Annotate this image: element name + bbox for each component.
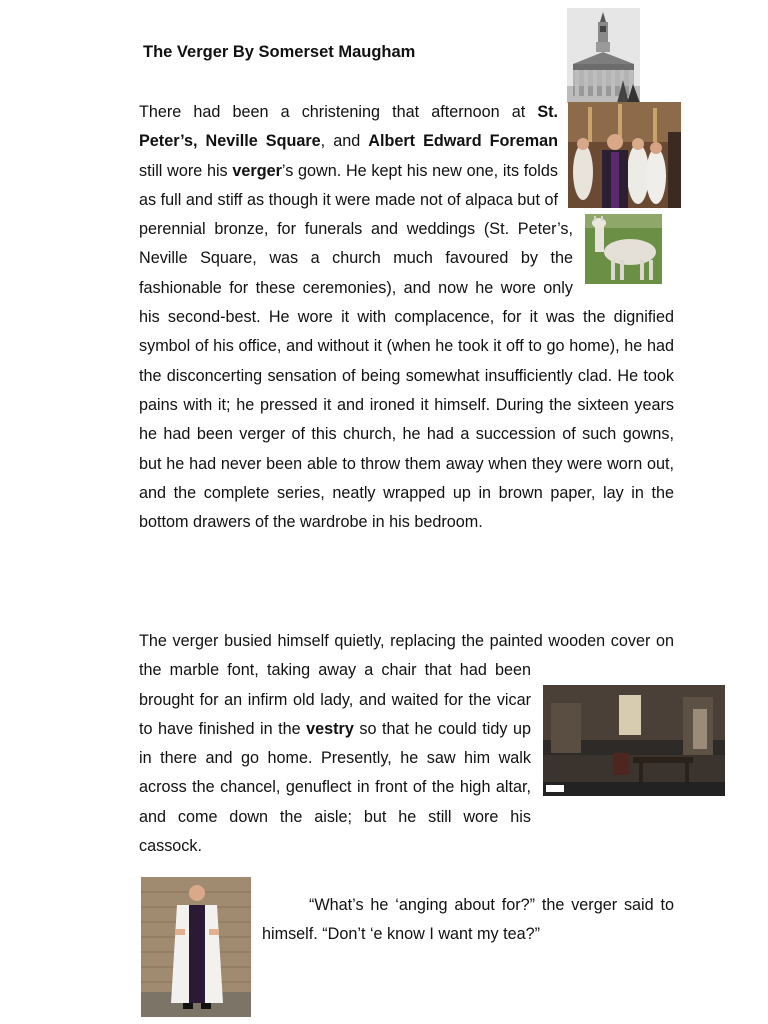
alpaca-image xyxy=(585,214,662,284)
vestry-term: vestry xyxy=(306,719,354,738)
paragraph-3: “What’s he ‘anging about for?” the verger said to himself. “Don’t ‘e know I want my tea?” xyxy=(262,896,674,944)
clergy-procession-image xyxy=(568,102,681,208)
vicar-cassock-image xyxy=(141,877,251,1017)
paragraph-1: There had been a christening that afternoon at St. Peter’s, Neville Square, and Albert Edward Foreman still wore his verger’s gown. He kept his new one, its folds as full and stiff as though it were made not of alpaca but of perennial bronze, for funerals and weddings (St. Peter’s, Neville Square, was a church much favoured by the fashionable for these ceremonies), and now he wore only his second-best. He wore it with complacence, for it was the dignified symbol of his office, and without it (when he took it off to go home), he had the disconcerting sensation of being somewhat insufficiently clad. He took pains with it; he pressed it and ironed it himself. During the sixteen years he had been verger of this church, he had a succession of such gowns, but he had never been able to throw them away when they were worn out, and the complete series, neatly wrapped up in brown paper, lay in the bottom drawers of the wardrobe in his bedroom. xyxy=(139,98,674,537)
church-image xyxy=(567,8,640,103)
verger-term: verger xyxy=(232,161,282,180)
paragraph-2: The verger busied himself quietly, replacing the painted wooden cover on the marble font, taking away a chair that had been brought for an infirm old lady, and waited for the vicar to have finished in the vestry so that he could tidy up in there and go home. Presently, he saw him walk across the chancel, genuflect in front of the high altar, and come down the aisle; but he still wore his cassock. xyxy=(139,627,674,861)
church-name: St. Peter’s, Neville Square xyxy=(139,103,558,151)
document-title: The Verger By Somerset Maugham xyxy=(143,43,416,61)
vestry-image xyxy=(543,685,725,796)
verger-name: Albert Edward Foreman xyxy=(368,132,558,151)
